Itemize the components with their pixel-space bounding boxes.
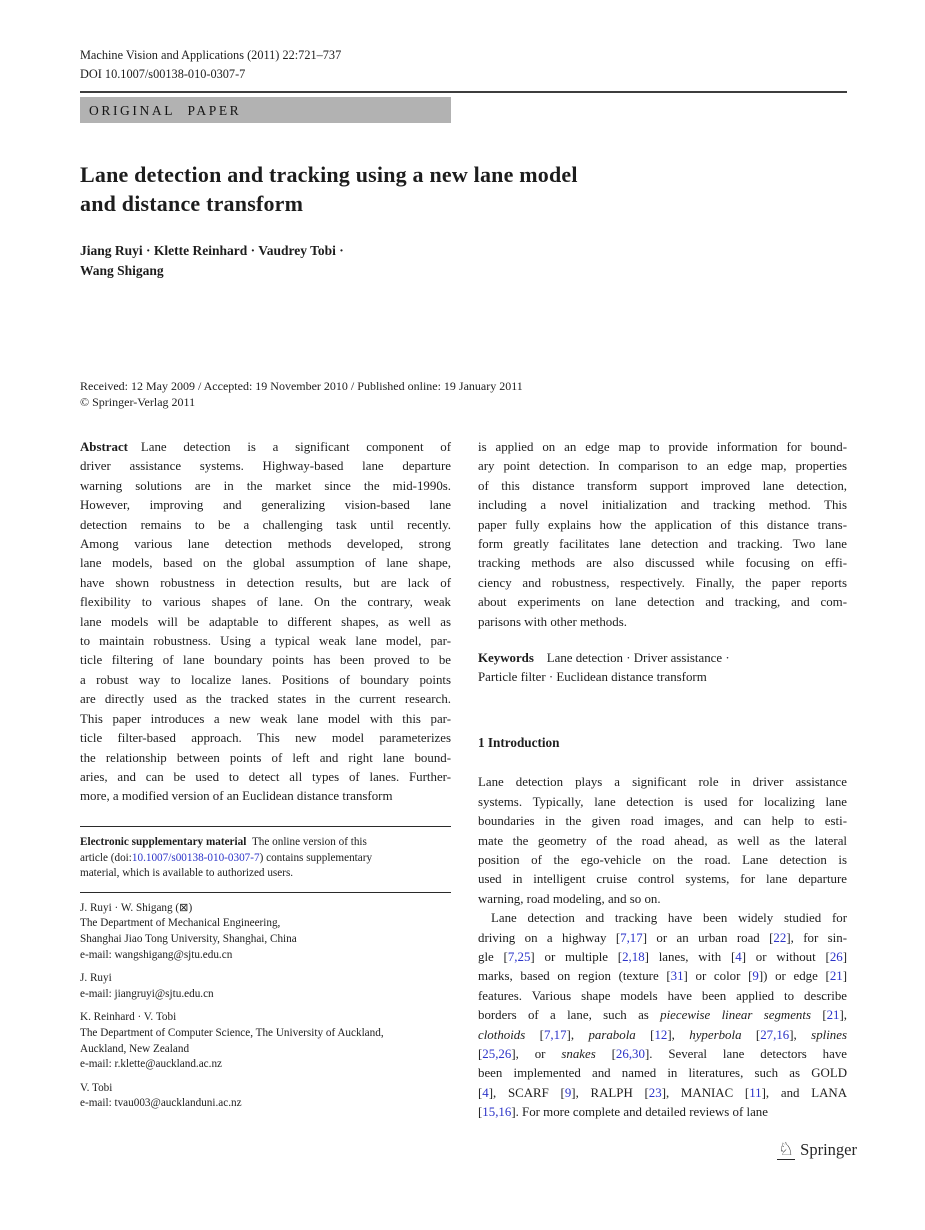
text-line: ary point detection. In comparison to an edge map, properties xyxy=(478,459,847,474)
text-line: have shown robustness in detection results, but are lack of xyxy=(80,575,451,590)
citation-link[interactable]: 26 xyxy=(829,949,843,964)
text-line: J. Ruyi · W. Shigang (⊠) xyxy=(80,901,193,914)
text-line: detection remains to be a challenging task until recently. xyxy=(80,517,451,532)
text-line: V. Tobi xyxy=(80,1081,113,1094)
text-line: a robust way to localize lanes. Positions of boundary points xyxy=(80,672,451,687)
text-line: about experiments on lane detection and tracking, and com- xyxy=(478,595,847,610)
journal-header xyxy=(80,46,341,83)
category-band: ORIGINAL PAPER xyxy=(80,97,451,123)
text-line: is applied on an edge map to provide information for bound- xyxy=(478,440,847,454)
text-line: lane models will be adaptable to different shapes, as well as xyxy=(80,614,451,629)
text-line: Jiang Ruyi · Klette Reinhard · Vaudrey Tobi · xyxy=(80,243,344,258)
text-line: Particle filter · Euclidean distance transform xyxy=(478,670,707,685)
text-line: This paper introduces a new weak lane model with this par- xyxy=(80,711,451,726)
text-line: Shanghai Jiao Tong University, Shanghai, China xyxy=(80,932,297,945)
intro-paragraph-1 xyxy=(478,773,847,909)
text-line: driver assistance systems. Highway-based lane departure xyxy=(80,459,451,474)
text-line: systems. Typically, lane detection is used for localizing lane xyxy=(478,794,847,809)
text-line: more, a modified version of an Euclidean distance transform xyxy=(80,789,393,804)
text-line: been implemented and named in literatures, such as GOLD xyxy=(478,1066,847,1081)
text-line: clothoids [7,17], parabola [12], hyperbola [27,16], splines xyxy=(478,1027,847,1042)
text-line: warning solutions are in the market since the mid-1990s. xyxy=(80,478,451,493)
citation-link[interactable]: 22 xyxy=(773,930,787,945)
text-line: Auckland, New Zealand xyxy=(80,1042,190,1055)
text-line: material, which is available to authorized users. xyxy=(80,867,294,880)
text-line: gle [7,25] or multiple [2,18] lanes, with [4] or without [26] xyxy=(478,949,847,964)
citation-link[interactable]: 27,16 xyxy=(760,1027,790,1042)
text-line: the relationship between points of left and right lane bound- xyxy=(80,750,451,765)
text-line: borders of a lane, such as piecewise linear segments [21], xyxy=(478,1008,848,1023)
citation-link[interactable]: 31 xyxy=(670,969,684,984)
citation-link[interactable]: 9 xyxy=(752,969,759,984)
citation-link[interactable]: 4 xyxy=(482,1085,489,1100)
text-line: Wang Shigang xyxy=(80,262,164,278)
header-rule xyxy=(80,91,847,93)
text-line: paper fully explains how the application of this distance trans- xyxy=(478,517,847,532)
authors xyxy=(80,241,580,280)
affiliation-block xyxy=(80,1081,451,1112)
text-line: e-mail: tvau003@aucklanduni.ac.nz xyxy=(80,1097,242,1110)
citation-link[interactable]: 26,30 xyxy=(615,1046,645,1061)
citation-link[interactable]: 23 xyxy=(648,1085,662,1100)
citation-link[interactable]: 4 xyxy=(735,949,742,964)
section-heading-introduction: 1 Introduction xyxy=(478,734,560,750)
citation-link[interactable]: 25,26 xyxy=(482,1046,512,1061)
citation-link[interactable]: 2,18 xyxy=(622,949,645,964)
intro-paragraph-2 xyxy=(478,909,847,1122)
text-line: Received: 12 May 2009 / Accepted: 19 November 2010 / Published online: 19 January 2011 xyxy=(80,379,523,393)
text-line: mate the geometry of the road ahead, as well as the lateral xyxy=(478,833,847,848)
abstract-right-column xyxy=(478,438,847,632)
doi-line: DOI 10.1007/s00138-010-0307-7 xyxy=(80,66,246,81)
text-line: e-mail: r.klette@auckland.ac.nz xyxy=(80,1058,223,1071)
citation-link[interactable]: 7,25 xyxy=(507,949,531,964)
footnote-area xyxy=(80,826,451,1120)
citation-link[interactable]: 12 xyxy=(654,1027,668,1042)
paper-title xyxy=(80,161,780,218)
text-line: to maintain robustness. Using a typical weak lane model, par- xyxy=(80,634,451,649)
text-line: The Department of Mechanical Engineering, xyxy=(80,917,281,930)
text-line: J. Ruyi xyxy=(80,972,112,985)
text-line: K. Reinhard · V. Tobi xyxy=(80,1011,177,1024)
text-line: [4], SCARF [9], RALPH [23], MANIAC [11], and LANA xyxy=(478,1085,847,1100)
affiliation-block xyxy=(80,901,451,963)
text-line: features. Various shape models have been applied to describe xyxy=(478,988,847,1003)
text-line: flexibility to various shapes of lane. On the contrary, weak xyxy=(80,595,451,610)
text-line: e-mail: jiangruyi@sjtu.edu.cn xyxy=(80,987,214,1000)
text-line: [15,16]. For more complete and detailed reviews of lane xyxy=(478,1105,768,1120)
text-line: warning, road modeling, and so on. xyxy=(478,891,661,906)
text-line: Keywords Lane detection · Driver assistance · xyxy=(478,651,730,666)
citation-link[interactable]: 21 xyxy=(826,1008,840,1023)
text-line: aries, and can be used to detect all types of lanes. Further- xyxy=(80,769,451,784)
received-line xyxy=(80,378,847,410)
text-line: boundaries in the given road images, and can help to esti- xyxy=(478,814,847,829)
text-line: ciency and robustness, respectively. Finally, the paper reports xyxy=(478,575,847,590)
abstract-left-column xyxy=(80,438,451,807)
text-line: Abstract Lane detection is a significant component of xyxy=(80,440,451,454)
right-column xyxy=(478,438,847,1123)
affiliation-block xyxy=(80,1010,451,1072)
text-line: marks, based on region (texture [31] or color [9]) or edge [21] xyxy=(478,969,848,984)
text-line: driving on a highway [7,17] or an urban road [22], for sin- xyxy=(478,930,847,945)
citation-link[interactable]: 11 xyxy=(749,1085,762,1100)
journal-title-line: Machine Vision and Applications (2011) 22:721–737 xyxy=(80,48,342,62)
text-line: e-mail: wangshigang@sjtu.edu.cn xyxy=(80,948,233,961)
publisher-logo xyxy=(777,1140,857,1160)
text-line: © Springer-Verlag 2011 xyxy=(80,395,196,409)
text-line: Among various lane detection methods developed, strong xyxy=(80,537,451,552)
text-line: Lane detection plays a significant role in driver assistance xyxy=(478,775,847,790)
text-line: position of the ego-vehicle on the road. Lane detection is xyxy=(478,852,847,867)
keywords xyxy=(478,649,847,688)
text-line: article (doi:10.1007/s00138-010-0307-7) contains supplementary xyxy=(80,851,373,864)
text-line: used in intelligent cruise control systems, for lane departure xyxy=(478,872,847,887)
text-line: ticle filtering of lane boundary points has been proved to be xyxy=(80,653,451,668)
text-line: parisons with other methods. xyxy=(478,614,627,629)
supplementary-note xyxy=(80,835,451,882)
citation-link[interactable]: 21 xyxy=(829,969,843,984)
text-line: lane models, based on the global assumption of lane shape, xyxy=(80,556,451,571)
citation-link[interactable]: 7,17 xyxy=(543,1027,567,1042)
text-line: are directly used as the tracked states in the current research. xyxy=(80,692,451,707)
citation-link[interactable]: 15,16 xyxy=(482,1105,512,1120)
text-line: However, improving and generalizing vision-based lane xyxy=(80,498,451,513)
text-line: ticle filter-based approach. This new model parameterizes xyxy=(80,731,451,746)
text-line: tracking methods are also discussed while focusing on effi- xyxy=(478,556,847,571)
doi-link[interactable]: 10.1007/s00138-010-0307-7 xyxy=(131,851,260,864)
text-line: of this distance transform support improved lane detection, xyxy=(478,478,847,493)
publisher-name: Springer xyxy=(800,1140,857,1159)
text-line: The Department of Computer Science, The University of Auckland, xyxy=(80,1026,384,1039)
citation-link[interactable]: 7,17 xyxy=(620,930,643,945)
footnote-rule-top xyxy=(80,826,451,827)
text-line: Lane detection and tracking using a new lane model xyxy=(80,162,578,187)
text-line: including a novel initialization and tracking method. This xyxy=(478,498,847,513)
affiliation-block xyxy=(80,971,451,1002)
text-line: Electronic supplementary material The online version of this xyxy=(80,836,367,848)
text-line: Lane detection and tracking have been widely studied for xyxy=(491,911,847,926)
citation-link[interactable]: 9 xyxy=(564,1085,572,1100)
text-line: [25,26], or snakes [26,30]. Several lane detectors have xyxy=(478,1046,848,1061)
springer-horse-icon: ♘ xyxy=(778,1139,795,1159)
text-line: form greatly facilitates lane detection and tracking. Two lane xyxy=(478,537,847,552)
text-line: and distance transform xyxy=(80,190,304,216)
